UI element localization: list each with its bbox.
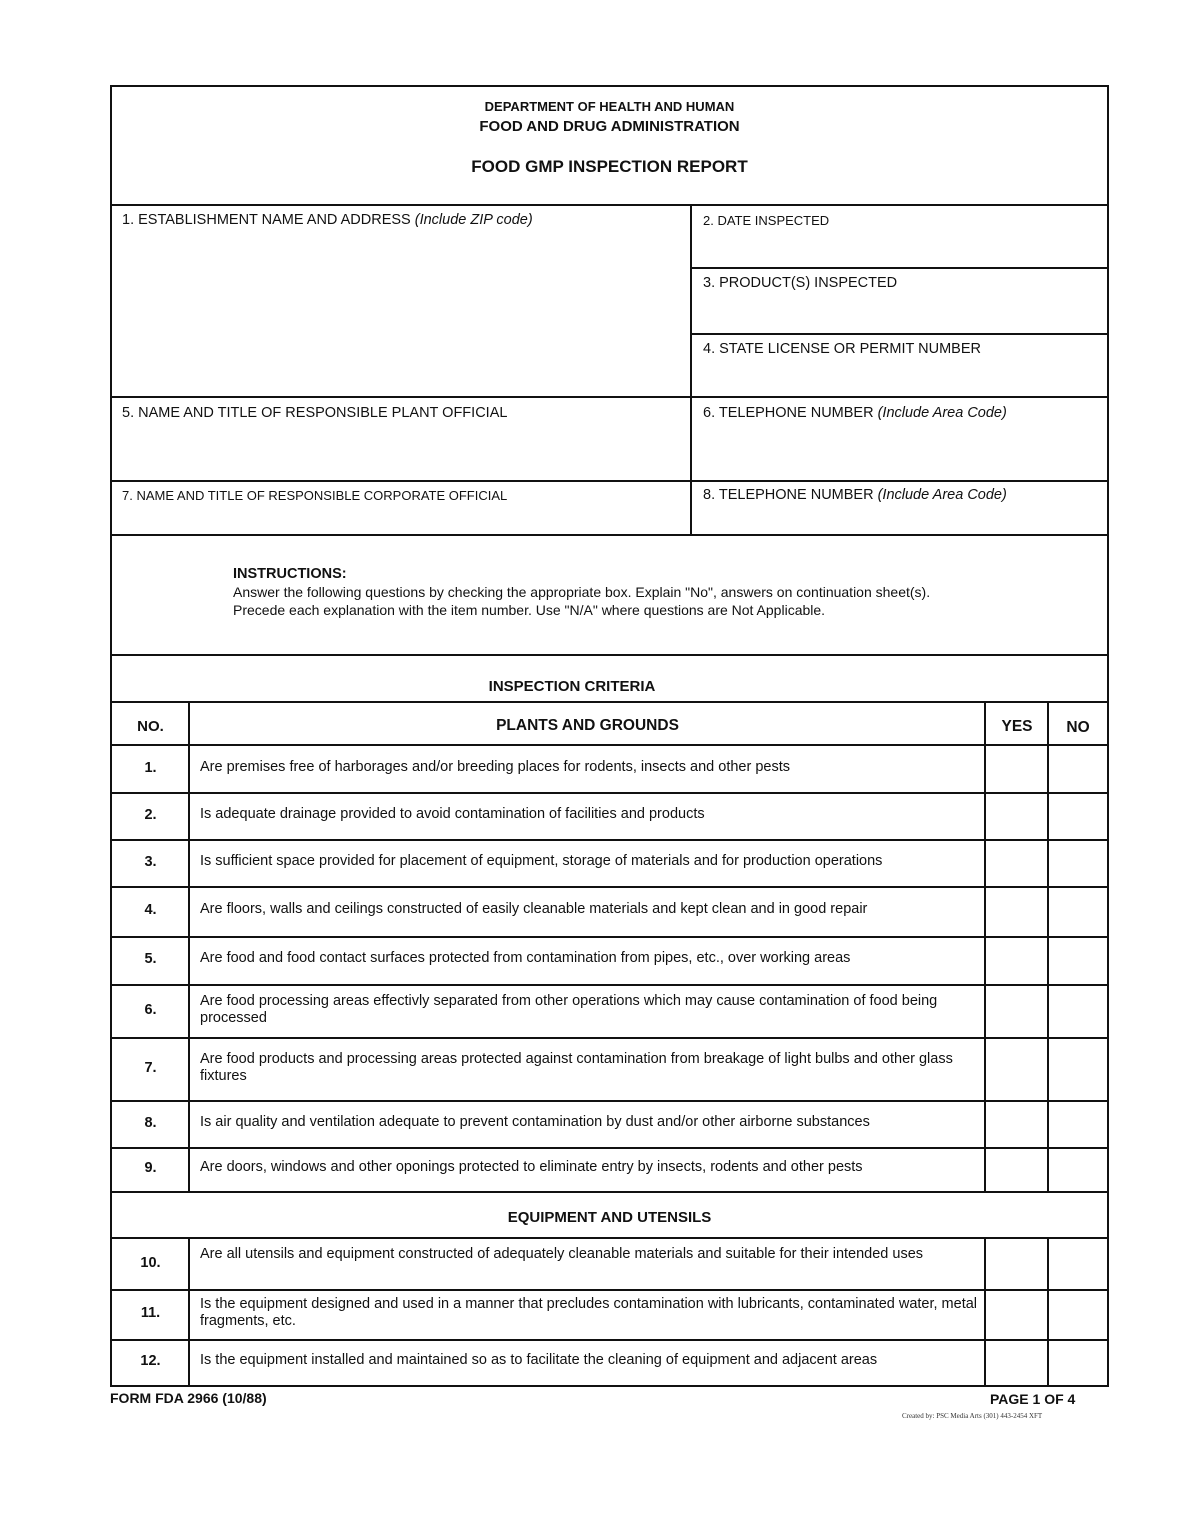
no-checkbox[interactable] — [1050, 1290, 1107, 1338]
field-label: 3. PRODUCT(S) INSPECTED — [703, 275, 898, 291]
equipment-utensils-header: EQUIPMENT AND UTENSILS — [507, 1209, 712, 1226]
yes-checkbox[interactable] — [987, 840, 1046, 885]
department-heading: DEPARTMENT OF HEALTH AND HUMAN — [484, 99, 735, 114]
divider — [110, 839, 1109, 841]
date-inspected-field[interactable] — [703, 213, 829, 228]
field-note: (Include Area Code) — [877, 405, 1007, 421]
yes-checkbox[interactable] — [987, 746, 1046, 791]
item-number: 11. — [140, 1305, 161, 1321]
instructions-line: Answer the following questions by checking the appropriate box. Explain "No", answers on continuation sheet(s). — [233, 584, 931, 600]
divider — [1047, 702, 1049, 1192]
item-number: 6. — [144, 1001, 157, 1018]
divider — [984, 702, 986, 1192]
criteria-question: Is air quality and ventilation adequate to prevent contamination by dust and/or other airborne substances — [200, 1113, 870, 1130]
yes-checkbox[interactable] — [987, 1340, 1046, 1384]
field-label: 8. TELEPHONE NUMBER — [703, 487, 874, 503]
no-checkbox[interactable] — [1050, 1101, 1107, 1146]
corporate-telephone-field[interactable] — [703, 487, 1007, 503]
divider — [110, 480, 1109, 482]
plant-telephone-field[interactable] — [703, 405, 1007, 421]
item-number: 5. — [144, 951, 157, 967]
criteria-title: INSPECTION CRITERIA — [488, 678, 656, 695]
divider — [110, 1339, 1109, 1341]
divider — [1047, 1238, 1049, 1386]
no-checkbox[interactable] — [1050, 840, 1107, 885]
divider — [110, 396, 1109, 398]
products-inspected-field[interactable] — [703, 275, 897, 291]
divider — [110, 654, 1109, 656]
item-number: 4. — [144, 902, 157, 918]
field-note: (Include Area Code) — [877, 487, 1007, 503]
divider — [110, 204, 1109, 206]
field-label: 5. NAME AND TITLE OF RESPONSIBLE PLANT OFFICIAL — [122, 405, 508, 421]
criteria-question: Are food and food contact surfaces protected from contamination from pipes, etc., over working areas — [200, 950, 851, 966]
no-checkbox[interactable] — [1050, 793, 1107, 838]
field-label: 2. DATE INSPECTED — [703, 213, 830, 228]
field-label: 7. NAME AND TITLE OF RESPONSIBLE CORPORATE OFFICIAL — [122, 488, 508, 503]
divider — [110, 886, 1109, 888]
no-checkbox[interactable] — [1050, 985, 1107, 1036]
no-checkbox[interactable] — [1050, 1340, 1107, 1384]
field-label: 6. TELEPHONE NUMBER — [703, 405, 874, 421]
criteria-question: Are food products and processing areas protected against contamination from breakage of light bulbs and other glass fixtures — [200, 1050, 953, 1084]
no-checkbox[interactable] — [1050, 1239, 1107, 1288]
criteria-question: Is the equipment installed and maintained so as to facilitate the cleaning of equipment and adjacent areas — [200, 1352, 878, 1368]
criteria-question: Are food processing areas effectivly separated from other operations which may cause contamination of food being processed — [200, 992, 938, 1026]
yes-checkbox[interactable] — [987, 793, 1046, 838]
criteria-question: Is sufficient space provided for placement of equipment, storage of materials and for production operations — [200, 852, 883, 869]
divider — [110, 936, 1109, 938]
agency-heading: FOOD AND DRUG ADMINISTRATION — [479, 118, 740, 135]
no-checkbox[interactable] — [1050, 1148, 1107, 1190]
plant-official-field[interactable] — [122, 405, 507, 421]
criteria-question: Is adequate drainage provided to avoid contamination of facilities and products — [200, 805, 705, 822]
divider — [110, 1237, 1109, 1239]
divider — [110, 534, 1109, 536]
divider — [984, 1238, 986, 1386]
criteria-question: Are doors, windows and other oponings protected to eliminate entry by insects, rodents and other pests — [200, 1159, 863, 1175]
establishment-name-field[interactable] — [122, 212, 533, 228]
divider — [691, 333, 1109, 335]
instructions-line: Precede each explanation with the item number. Use "N/A" where questions are Not Applicable. — [233, 602, 826, 618]
item-number: 7. — [144, 1059, 157, 1076]
instructions-heading: INSTRUCTIONS: — [233, 566, 347, 582]
field-note: (Include ZIP code) — [414, 212, 533, 228]
divider — [690, 205, 692, 535]
col-no-answer-header: NO — [1066, 719, 1090, 736]
yes-checkbox[interactable] — [987, 1038, 1046, 1099]
form-number: FORM FDA 2966 (10/88) — [110, 1390, 267, 1406]
credit-line: Created by: PSC Media Arts (301) 443-2454 XFT — [902, 1412, 1043, 1420]
plants-grounds-header: PLANTS AND GROUNDS — [496, 717, 679, 734]
yes-checkbox[interactable] — [987, 1101, 1046, 1146]
yes-checkbox[interactable] — [987, 1290, 1046, 1338]
divider — [110, 1191, 1109, 1193]
form-title: FOOD GMP INSPECTION REPORT — [471, 157, 748, 176]
divider — [110, 701, 1109, 703]
state-license-field[interactable] — [703, 341, 981, 357]
corporate-official-field[interactable] — [122, 488, 507, 503]
no-checkbox[interactable] — [1050, 1038, 1107, 1099]
yes-checkbox[interactable] — [987, 887, 1046, 935]
col-yes-header: YES — [1001, 718, 1033, 735]
criteria-question: Are floors, walls and ceilings constructed of easily cleanable materials and kept clean and in good repair — [200, 901, 868, 917]
divider — [110, 1037, 1109, 1039]
criteria-question: Are all utensils and equipment constructed of adequately cleanable materials and suitable for their intended uses — [200, 1245, 924, 1262]
page-number: PAGE 1 OF 4 — [990, 1391, 1076, 1407]
item-number: 1. — [144, 759, 157, 776]
col-no-header: NO. — [137, 718, 164, 735]
field-label: 4. STATE LICENSE OR PERMIT NUMBER — [703, 341, 981, 357]
field-label: 1. ESTABLISHMENT NAME AND ADDRESS — [122, 212, 411, 228]
divider — [110, 744, 1109, 746]
yes-checkbox[interactable] — [987, 1148, 1046, 1190]
no-checkbox[interactable] — [1050, 887, 1107, 935]
no-checkbox[interactable] — [1050, 937, 1107, 983]
criteria-question: Is the equipment designed and used in a manner that precludes contamination with lubricants, contaminated water, metal fragments, etc. — [200, 1296, 978, 1329]
item-number: 10. — [140, 1254, 161, 1271]
item-number: 9. — [144, 1160, 157, 1176]
yes-checkbox[interactable] — [987, 937, 1046, 983]
item-number: 2. — [144, 806, 157, 823]
no-checkbox[interactable] — [1050, 746, 1107, 791]
divider — [110, 1100, 1109, 1102]
yes-checkbox[interactable] — [987, 985, 1046, 1036]
item-number: 12. — [140, 1353, 161, 1369]
divider — [691, 267, 1109, 269]
divider — [110, 984, 1109, 986]
yes-checkbox[interactable] — [987, 1239, 1046, 1288]
divider — [110, 792, 1109, 794]
item-number: 3. — [144, 853, 157, 870]
divider — [110, 1289, 1109, 1291]
criteria-question: Are premises free of harborages and/or breeding places for rodents, insects and other pests — [200, 758, 790, 775]
divider — [110, 1147, 1109, 1149]
item-number: 8. — [144, 1114, 157, 1131]
